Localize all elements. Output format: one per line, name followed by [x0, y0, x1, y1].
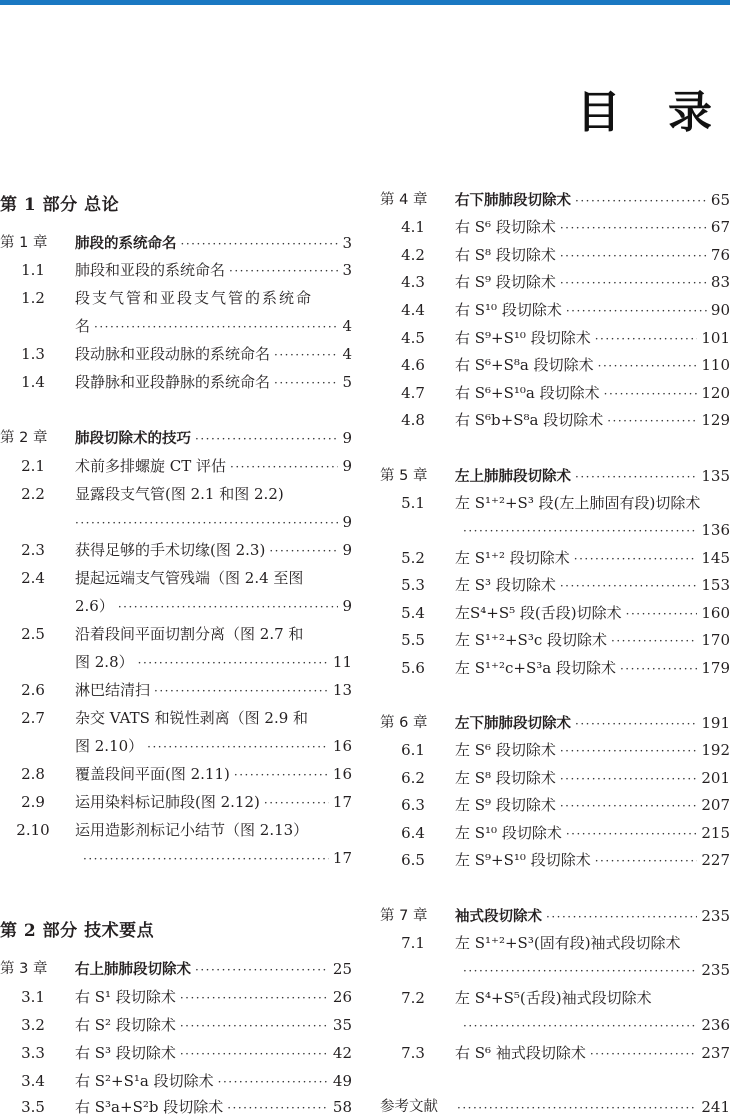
toc-entry[interactable]: 3.5 右 S³a+S²b 段切除术 ····· 58: [0, 1096, 352, 1118]
toc-entry[interactable]: 2.10 运用造影剂标记小结节（图 2.13）: [16, 821, 309, 839]
toc-entry[interactable]: 2.9 运用染料标记肺段(图 2.12) ····· 17: [0, 791, 352, 813]
toc-entry[interactable]: 6.5 左 S⁹+S¹⁰ 段切除术 ····· 227: [380, 849, 730, 871]
toc-entry-continuation[interactable]: 图 2.8） ····· 11: [0, 651, 352, 673]
toc-entry[interactable]: 4.8 右 S⁶b+S⁸a 段切除术 ····· 129: [380, 409, 730, 431]
toc-entry-continuation[interactable]: 名 ····· 4: [0, 315, 352, 337]
toc-entry[interactable]: 5.1 左 S¹⁺²+S³ 段(左上肺固有段)切除术: [401, 494, 701, 512]
toc-entry-continuation[interactable]: 图 2.10） ····· 16: [0, 735, 352, 757]
toc-chapter[interactable]: 第 1 章 肺段的系统命名 ····· 3: [0, 232, 352, 254]
toc-entry[interactable]: 2.3 获得足够的手术切缘(图 2.3) ····· 9: [0, 539, 352, 561]
toc-entry[interactable]: 6.1 左 S⁶ 段切除术 ····· 192: [380, 739, 730, 761]
toc-chapter[interactable]: 第 2 章 肺段切除术的技巧 ····· 9: [0, 427, 352, 449]
toc-chapter[interactable]: 第 4 章 右下肺肺段切除术 ····· 65: [380, 189, 730, 211]
toc-entry[interactable]: 4.4 右 S¹⁰ 段切除术 ····· 90: [380, 299, 730, 321]
toc-entry[interactable]: 5.6 左 S¹⁺²c+S³a 段切除术 ····· 179: [380, 657, 730, 679]
toc-entry[interactable]: 3.3 右 S³ 段切除术 ····· 42: [0, 1042, 352, 1064]
toc-entry[interactable]: 2.6 淋巴结清扫 ····· 13: [0, 679, 352, 701]
toc-entry[interactable]: 6.2 左 S⁸ 段切除术 ····· 201: [380, 767, 730, 789]
toc-entry[interactable]: 3.1 右 S¹ 段切除术 ····· 26: [0, 986, 352, 1008]
toc-entry[interactable]: 3.4 右 S²+S¹a 段切除术 ····· 49: [0, 1070, 352, 1092]
toc-entry[interactable]: 2.1 术前多排螺旋 CT 评估 ····· 9: [0, 455, 352, 477]
toc-entry[interactable]: 4.2 右 S⁸ 段切除术 ····· 76: [380, 244, 730, 266]
toc-chapter[interactable]: 第 6 章 左下肺肺段切除术 ····· 191: [380, 712, 730, 734]
top-accent-bar: [0, 0, 730, 5]
toc-entry[interactable]: 5.4 左S⁴+S⁵ 段(舌段)切除术 ····· 160: [380, 602, 730, 624]
toc-entry-continuation[interactable]: 2.6） ····· 9: [0, 595, 352, 617]
toc-entry[interactable]: 3.2 右 S² 段切除术 ····· 35: [0, 1014, 352, 1036]
part-heading: 第 2 部分 技术要点: [0, 921, 155, 941]
toc-entry[interactable]: 2.8 覆盖段间平面(图 2.11) ····· 16: [0, 763, 352, 785]
toc-entry[interactable]: 2.5 沿着段间平面切割分离（图 2.7 和: [21, 625, 304, 643]
toc-entry-continuation[interactable]: ····· 236: [380, 1014, 730, 1036]
toc-entry[interactable]: 5.5 左 S¹⁺²+S³c 段切除术 ····· 170: [380, 629, 730, 651]
toc-entry[interactable]: 2.7 杂交 VATS 和锐性剥离（图 2.9 和: [21, 709, 309, 727]
toc-entry[interactable]: 6.4 左 S¹⁰ 段切除术 ····· 215: [380, 822, 730, 844]
toc-entry[interactable]: 2.2 显露段支气管(图 2.1 和图 2.2): [21, 485, 284, 503]
toc-entry[interactable]: 4.1 右 S⁶ 段切除术 ····· 67: [380, 216, 730, 238]
toc-references[interactable]: 参考文献 ····· 241: [380, 1096, 730, 1118]
toc-entry[interactable]: 4.3 右 S⁹ 段切除术 ····· 83: [380, 271, 730, 293]
toc-entry[interactable]: 4.6 右 S⁶+S⁸a 段切除术 ····· 110: [380, 354, 730, 376]
page-title: 目 录: [576, 87, 728, 138]
toc-entry[interactable]: 2.4 提起远端支气管残端（图 2.4 至图: [21, 569, 304, 587]
toc-entry[interactable]: 1.2 段支气管和亚段支气管的系统命: [21, 289, 314, 307]
toc-entry-continuation[interactable]: ····· 136: [380, 519, 730, 541]
toc-chapter[interactable]: 第 5 章 左上肺肺段切除术 ····· 135: [380, 465, 730, 487]
toc-entry[interactable]: 4.5 右 S⁹+S¹⁰ 段切除术 ····· 101: [380, 327, 730, 349]
part-heading: 第 1 部分 总论: [0, 195, 120, 215]
toc-entry[interactable]: 4.7 右 S⁶+S¹⁰a 段切除术 ····· 120: [380, 382, 730, 404]
toc-entry-continuation[interactable]: ····· 17: [0, 847, 352, 869]
toc-entry[interactable]: 1.4 段静脉和亚段静脉的系统命名 ····· 5: [0, 371, 352, 393]
toc-entry[interactable]: 7.2 左 S⁴+S⁵(舌段)袖式段切除术: [401, 989, 652, 1007]
toc-entry[interactable]: 6.3 左 S⁹ 段切除术 ····· 207: [380, 794, 730, 816]
toc-entry-continuation[interactable]: ····· 235: [380, 959, 730, 981]
toc-entry-continuation[interactable]: ····· 9: [0, 511, 352, 533]
toc-entry[interactable]: 5.2 左 S¹⁺² 段切除术 ····· 145: [380, 547, 730, 569]
toc-chapter[interactable]: 第 3 章 右上肺肺段切除术 ····· 25: [0, 958, 352, 980]
toc-chapter[interactable]: 第 7 章 袖式段切除术 ····· 235: [380, 905, 730, 927]
toc-entry[interactable]: 1.1 肺段和亚段的系统命名 ····· 3: [0, 259, 352, 281]
toc-entry[interactable]: 7.3 右 S⁶ 袖式段切除术 ····· 237: [380, 1042, 730, 1064]
toc-entry[interactable]: 5.3 左 S³ 段切除术 ····· 153: [380, 574, 730, 596]
toc-entry[interactable]: 7.1 左 S¹⁺²+S³(固有段)袖式段切除术: [401, 934, 681, 952]
toc-entry[interactable]: 1.3 段动脉和亚段动脉的系统命名 ····· 4: [0, 343, 352, 365]
